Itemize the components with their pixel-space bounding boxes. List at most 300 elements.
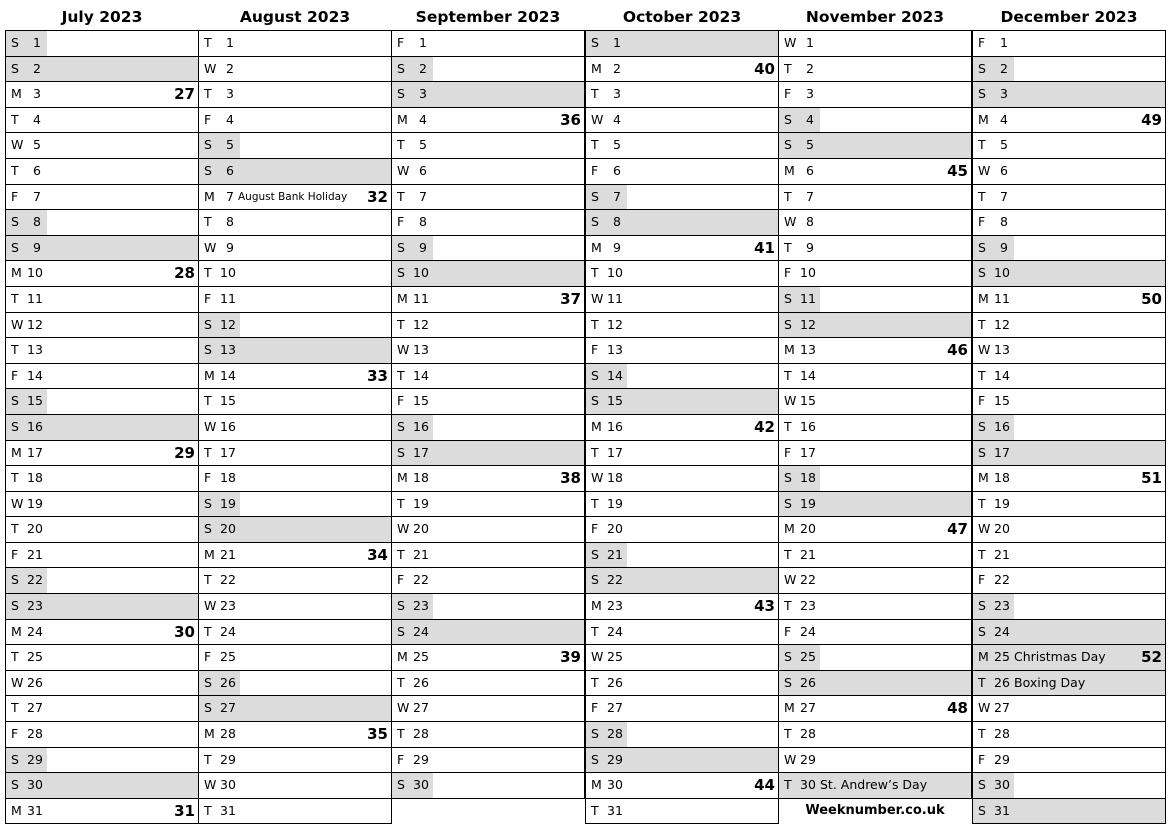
day-row bbox=[199, 185, 391, 211]
weekday-letter: W bbox=[11, 495, 24, 511]
weekday-letter: T bbox=[397, 495, 405, 511]
week-number: 37 bbox=[560, 289, 581, 308]
week-number: 38 bbox=[560, 469, 581, 488]
day-row bbox=[973, 722, 1165, 748]
day-row bbox=[586, 568, 778, 594]
day-row bbox=[392, 389, 584, 415]
day-number: 22 bbox=[994, 572, 1010, 588]
day-row bbox=[586, 364, 778, 390]
week-number: 28 bbox=[174, 264, 195, 283]
weekday-letter: M bbox=[11, 265, 22, 281]
day-number: 16 bbox=[994, 418, 1010, 434]
day-number: 21 bbox=[994, 546, 1010, 562]
day-number: 1 bbox=[226, 35, 234, 50]
weekday-letter: S bbox=[784, 290, 792, 306]
weekday-letter: S bbox=[978, 598, 986, 614]
day-number: 17 bbox=[27, 444, 43, 460]
weekday-letter: W bbox=[591, 470, 604, 486]
day-number: 10 bbox=[220, 265, 236, 281]
day-row bbox=[392, 364, 584, 390]
weekday-letter: W bbox=[784, 393, 797, 409]
day-number: 27 bbox=[413, 700, 429, 716]
day-row bbox=[392, 261, 584, 287]
day-row bbox=[6, 57, 198, 83]
day-number: 31 bbox=[27, 802, 43, 818]
day-number: 12 bbox=[220, 316, 236, 332]
day-row bbox=[199, 159, 391, 185]
weekday-letter: M bbox=[591, 239, 602, 255]
day-row bbox=[586, 517, 778, 543]
day-number: 17 bbox=[413, 444, 429, 460]
month-title: July 2023 bbox=[61, 8, 143, 26]
day-number: 31 bbox=[607, 802, 623, 818]
day-number: 13 bbox=[607, 342, 623, 358]
day-row bbox=[586, 133, 778, 159]
day-number: 10 bbox=[994, 265, 1010, 281]
day-row bbox=[779, 415, 971, 441]
day-row bbox=[199, 57, 391, 83]
weekday-letter: W bbox=[784, 35, 797, 50]
weekday-letter: S bbox=[978, 60, 986, 76]
weekday-letter: W bbox=[204, 60, 217, 76]
weekday-letter: F bbox=[978, 572, 986, 588]
month-column bbox=[391, 0, 585, 799]
day-number: 6 bbox=[806, 162, 814, 178]
weekday-letter: T bbox=[11, 649, 19, 665]
day-row bbox=[973, 313, 1165, 339]
weekday-letter: T bbox=[591, 444, 599, 460]
month-column bbox=[972, 0, 1166, 824]
day-number: 31 bbox=[220, 802, 236, 818]
day-row bbox=[779, 108, 971, 134]
weekday-letter: F bbox=[591, 342, 599, 358]
day-number: 27 bbox=[607, 700, 623, 716]
day-number: 26 bbox=[413, 674, 429, 690]
weekday-letter: S bbox=[11, 60, 19, 76]
day-row bbox=[779, 210, 971, 236]
weekday-letter: S bbox=[11, 239, 19, 255]
week-number: 42 bbox=[754, 417, 775, 436]
day-row bbox=[586, 57, 778, 83]
day-row bbox=[392, 568, 584, 594]
day-row bbox=[779, 338, 971, 364]
month-title: August 2023 bbox=[239, 8, 351, 26]
day-row bbox=[973, 338, 1165, 364]
day-number: 30 bbox=[607, 777, 623, 793]
day-number: 2 bbox=[613, 60, 621, 76]
day-row bbox=[6, 543, 198, 569]
day-number: 20 bbox=[220, 521, 236, 537]
day-number: 25 bbox=[994, 649, 1010, 665]
day-number: 9 bbox=[419, 239, 427, 255]
weekday-letter: F bbox=[11, 188, 19, 204]
day-row bbox=[6, 671, 198, 697]
weekday-letter: W bbox=[204, 239, 217, 255]
weekday-letter: S bbox=[204, 162, 212, 178]
day-row bbox=[199, 620, 391, 646]
weekday-letter: M bbox=[591, 418, 602, 434]
day-row bbox=[973, 492, 1165, 518]
weekday-letter: F bbox=[204, 649, 212, 665]
day-row bbox=[199, 594, 391, 620]
day-row bbox=[779, 389, 971, 415]
day-number: 2 bbox=[806, 60, 814, 76]
weekday-letter: T bbox=[397, 726, 405, 742]
weekday-letter: M bbox=[784, 700, 795, 716]
day-number: 7 bbox=[33, 188, 41, 204]
weekday-letter: T bbox=[204, 444, 212, 460]
day-row bbox=[586, 415, 778, 441]
day-number: 25 bbox=[27, 649, 43, 665]
day-row bbox=[199, 722, 391, 748]
day-row bbox=[973, 568, 1165, 594]
day-number: 13 bbox=[800, 342, 816, 358]
day-number: 15 bbox=[27, 393, 43, 409]
day-row bbox=[392, 620, 584, 646]
weekday-letter: T bbox=[11, 342, 19, 358]
weekday-letter: T bbox=[591, 623, 599, 639]
day-row bbox=[392, 492, 584, 518]
day-number: 5 bbox=[613, 137, 621, 153]
weekday-letter: S bbox=[397, 777, 405, 793]
day-row bbox=[973, 261, 1165, 287]
day-row bbox=[6, 389, 198, 415]
day-number: 9 bbox=[226, 239, 234, 255]
day-row bbox=[973, 594, 1165, 620]
day-row bbox=[973, 389, 1165, 415]
day-row bbox=[586, 31, 778, 57]
day-number: 13 bbox=[220, 342, 236, 358]
day-number: 4 bbox=[806, 111, 814, 127]
weekday-letter: M bbox=[11, 802, 22, 818]
weekday-letter: M bbox=[397, 111, 408, 127]
day-number: 25 bbox=[413, 649, 429, 665]
day-row bbox=[392, 594, 584, 620]
day-number: 13 bbox=[994, 342, 1010, 358]
day-row bbox=[973, 31, 1165, 57]
day-row bbox=[199, 696, 391, 722]
day-row bbox=[392, 338, 584, 364]
day-number: 22 bbox=[800, 572, 816, 588]
day-row bbox=[199, 236, 391, 262]
weekday-letter: M bbox=[397, 290, 408, 306]
weekday-letter: T bbox=[978, 367, 986, 383]
day-number: 19 bbox=[800, 495, 816, 511]
day-number: 17 bbox=[994, 444, 1010, 460]
holiday-label: St. Andrew’s Day bbox=[820, 777, 928, 793]
day-row bbox=[6, 492, 198, 518]
weekday-letter: T bbox=[204, 214, 212, 230]
weekday-letter: T bbox=[591, 265, 599, 281]
day-row bbox=[779, 492, 971, 518]
day-row bbox=[779, 517, 971, 543]
day-row bbox=[973, 185, 1165, 211]
day-number: 29 bbox=[994, 751, 1010, 767]
day-row bbox=[779, 466, 971, 492]
day-row bbox=[199, 415, 391, 441]
day-row bbox=[779, 441, 971, 467]
weekday-letter: T bbox=[397, 546, 405, 562]
day-row bbox=[973, 799, 1165, 825]
day-row bbox=[973, 159, 1165, 185]
weekday-letter: T bbox=[397, 316, 405, 332]
day-row bbox=[779, 236, 971, 262]
day-row bbox=[199, 466, 391, 492]
day-number: 14 bbox=[607, 367, 623, 383]
day-number: 21 bbox=[27, 546, 43, 562]
week-number: 49 bbox=[1141, 110, 1162, 129]
day-number: 6 bbox=[1000, 162, 1008, 178]
day-row bbox=[779, 748, 971, 774]
week-number: 29 bbox=[174, 443, 195, 462]
day-row bbox=[392, 185, 584, 211]
weekday-letter: S bbox=[784, 674, 792, 690]
day-row bbox=[392, 313, 584, 339]
weekday-letter: S bbox=[784, 137, 792, 153]
weekday-letter: W bbox=[11, 137, 24, 153]
day-number: 19 bbox=[27, 495, 43, 511]
day-row bbox=[199, 543, 391, 569]
day-number: 19 bbox=[607, 495, 623, 511]
day-number: 11 bbox=[800, 290, 816, 306]
day-number: 24 bbox=[607, 623, 623, 639]
day-row bbox=[6, 108, 198, 134]
day-number: 18 bbox=[607, 470, 623, 486]
weekday-letter: T bbox=[397, 674, 405, 690]
day-row bbox=[392, 441, 584, 467]
day-number: 13 bbox=[413, 342, 429, 358]
weekday-letter: W bbox=[978, 700, 991, 716]
day-row bbox=[6, 517, 198, 543]
day-number: 5 bbox=[33, 137, 41, 153]
day-row bbox=[586, 441, 778, 467]
day-number: 28 bbox=[220, 726, 236, 742]
weekday-letter: F bbox=[784, 444, 792, 460]
day-row bbox=[586, 261, 778, 287]
day-number: 5 bbox=[806, 137, 814, 153]
day-number: 1 bbox=[613, 35, 621, 50]
day-row bbox=[779, 287, 971, 313]
weekday-letter: T bbox=[204, 623, 212, 639]
weekday-letter: F bbox=[204, 470, 212, 486]
weekday-letter: S bbox=[591, 546, 599, 562]
day-number: 12 bbox=[994, 316, 1010, 332]
weekday-letter: S bbox=[11, 214, 19, 230]
day-row bbox=[392, 31, 584, 57]
day-number: 3 bbox=[1000, 86, 1008, 102]
day-number: 8 bbox=[226, 214, 234, 230]
weekday-letter: F bbox=[978, 35, 986, 50]
day-row bbox=[586, 185, 778, 211]
day-row bbox=[586, 236, 778, 262]
day-row bbox=[586, 338, 778, 364]
day-number: 20 bbox=[27, 521, 43, 537]
day-row bbox=[586, 492, 778, 518]
weekday-letter: M bbox=[591, 60, 602, 76]
weekday-letter: M bbox=[204, 188, 215, 204]
day-number: 23 bbox=[27, 598, 43, 614]
week-number: 32 bbox=[367, 187, 388, 206]
day-row bbox=[586, 671, 778, 697]
day-number: 2 bbox=[226, 60, 234, 76]
weekday-letter: T bbox=[11, 111, 19, 127]
weekday-letter: S bbox=[397, 265, 405, 281]
day-number: 1 bbox=[419, 35, 427, 50]
day-row bbox=[392, 696, 584, 722]
weekday-letter: T bbox=[978, 137, 986, 153]
day-number: 4 bbox=[1000, 111, 1008, 127]
day-row bbox=[392, 159, 584, 185]
weekday-letter: T bbox=[591, 316, 599, 332]
weekday-letter: S bbox=[204, 700, 212, 716]
month-title: November 2023 bbox=[805, 8, 945, 26]
day-number: 23 bbox=[800, 598, 816, 614]
day-row bbox=[392, 773, 584, 799]
weekday-letter: T bbox=[11, 521, 19, 537]
day-number: 16 bbox=[607, 418, 623, 434]
day-number: 6 bbox=[33, 162, 41, 178]
day-row bbox=[6, 568, 198, 594]
day-row bbox=[199, 133, 391, 159]
weekday-letter: T bbox=[397, 188, 405, 204]
day-row bbox=[586, 466, 778, 492]
day-number: 5 bbox=[226, 137, 234, 153]
day-row bbox=[199, 313, 391, 339]
weekday-letter: W bbox=[397, 342, 410, 358]
weekday-letter: T bbox=[204, 572, 212, 588]
day-row bbox=[6, 133, 198, 159]
day-number: 18 bbox=[413, 470, 429, 486]
day-row bbox=[779, 671, 971, 697]
day-number: 1 bbox=[1000, 35, 1008, 50]
day-number: 17 bbox=[607, 444, 623, 460]
weekday-letter: S bbox=[784, 495, 792, 511]
weekday-letter: F bbox=[784, 265, 792, 281]
day-row bbox=[779, 722, 971, 748]
month-column bbox=[5, 0, 199, 824]
weekday-letter: S bbox=[11, 393, 19, 409]
weekday-letter: T bbox=[784, 188, 792, 204]
weekday-letter: W bbox=[784, 572, 797, 588]
weekday-letter: T bbox=[204, 86, 212, 102]
weekday-letter: T bbox=[397, 137, 405, 153]
day-row bbox=[392, 722, 584, 748]
day-number: 30 bbox=[413, 777, 429, 793]
holiday-label: Christmas Day bbox=[1014, 649, 1106, 665]
day-number: 9 bbox=[33, 239, 41, 255]
day-row bbox=[6, 31, 198, 57]
month-grid bbox=[585, 30, 779, 824]
weekday-letter: T bbox=[204, 393, 212, 409]
weekday-letter: S bbox=[591, 367, 599, 383]
day-row bbox=[779, 82, 971, 108]
day-number: 24 bbox=[27, 623, 43, 639]
day-row bbox=[6, 185, 198, 211]
day-row bbox=[392, 645, 584, 671]
day-row bbox=[973, 773, 1165, 799]
day-row bbox=[199, 748, 391, 774]
weekday-letter: T bbox=[784, 598, 792, 614]
weekday-letter: M bbox=[204, 726, 215, 742]
week-number: 36 bbox=[560, 110, 581, 129]
day-row bbox=[586, 773, 778, 799]
month-grid bbox=[198, 30, 392, 824]
day-number: 13 bbox=[27, 342, 43, 358]
weekday-letter: S bbox=[978, 418, 986, 434]
weekday-letter: T bbox=[591, 674, 599, 690]
day-row bbox=[586, 620, 778, 646]
weekday-letter: F bbox=[11, 726, 19, 742]
day-row bbox=[586, 594, 778, 620]
day-row bbox=[199, 645, 391, 671]
day-number: 3 bbox=[419, 86, 427, 102]
weekday-letter: S bbox=[397, 239, 405, 255]
day-number: 3 bbox=[33, 86, 41, 102]
weekday-letter: F bbox=[397, 214, 405, 230]
day-row bbox=[6, 261, 198, 287]
day-number: 12 bbox=[27, 316, 43, 332]
day-number: 18 bbox=[994, 470, 1010, 486]
weekday-letter: T bbox=[11, 470, 19, 486]
day-number: 26 bbox=[994, 674, 1010, 690]
day-number: 18 bbox=[220, 470, 236, 486]
weekday-letter: W bbox=[591, 649, 604, 665]
weekday-letter: S bbox=[204, 674, 212, 690]
week-number: 35 bbox=[367, 725, 388, 744]
weekday-letter: S bbox=[784, 316, 792, 332]
day-row bbox=[6, 696, 198, 722]
week-number: 48 bbox=[947, 699, 968, 718]
weekday-letter: F bbox=[11, 546, 19, 562]
month-grid bbox=[5, 30, 199, 824]
weekday-letter: S bbox=[784, 470, 792, 486]
day-row bbox=[6, 441, 198, 467]
week-number: 47 bbox=[947, 520, 968, 539]
weekday-letter: F bbox=[11, 367, 19, 383]
day-number: 22 bbox=[607, 572, 623, 588]
day-row bbox=[392, 236, 584, 262]
day-row bbox=[779, 543, 971, 569]
weekday-letter: M bbox=[397, 649, 408, 665]
day-number: 26 bbox=[220, 674, 236, 690]
weekday-letter: S bbox=[591, 726, 599, 742]
weekday-letter: F bbox=[204, 290, 212, 306]
weekday-letter: F bbox=[978, 214, 986, 230]
weekday-letter: S bbox=[397, 623, 405, 639]
weekday-letter: T bbox=[591, 802, 599, 818]
day-number: 29 bbox=[27, 751, 43, 767]
week-number: 27 bbox=[174, 85, 195, 104]
day-row bbox=[973, 57, 1165, 83]
weekday-letter: S bbox=[591, 35, 599, 50]
weekday-letter: W bbox=[11, 316, 24, 332]
day-number: 17 bbox=[800, 444, 816, 460]
day-row bbox=[6, 645, 198, 671]
weekday-letter: T bbox=[784, 239, 792, 255]
day-row bbox=[392, 108, 584, 134]
weekday-letter: S bbox=[397, 418, 405, 434]
weekday-letter: S bbox=[11, 777, 19, 793]
day-row bbox=[973, 133, 1165, 159]
day-number: 28 bbox=[413, 726, 429, 742]
day-row bbox=[392, 671, 584, 697]
day-number: 9 bbox=[1000, 239, 1008, 255]
day-number: 16 bbox=[413, 418, 429, 434]
weekday-letter: T bbox=[591, 495, 599, 511]
day-row bbox=[973, 108, 1165, 134]
week-number: 39 bbox=[560, 648, 581, 667]
weekday-letter: T bbox=[784, 726, 792, 742]
